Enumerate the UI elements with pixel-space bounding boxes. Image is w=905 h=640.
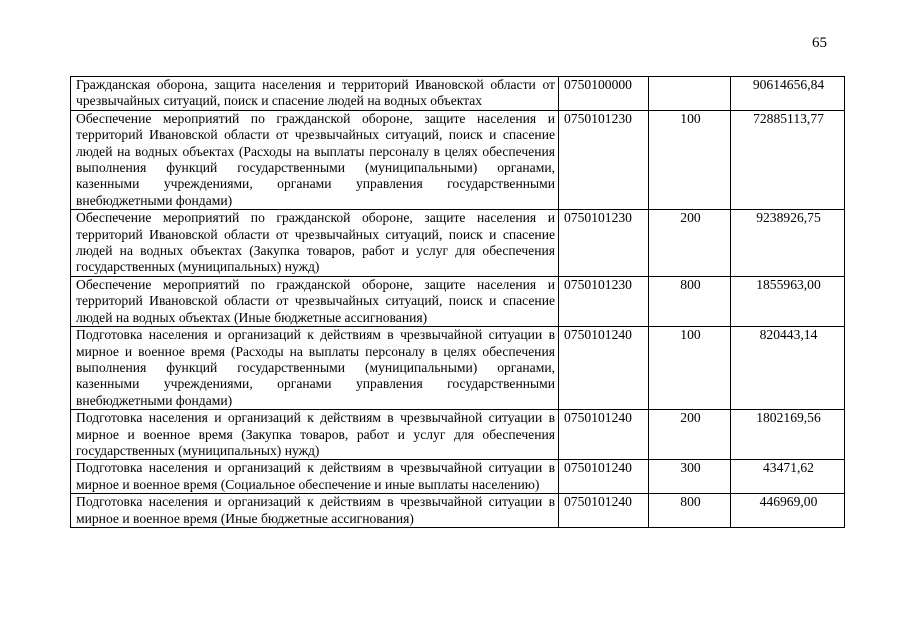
row-description: Подготовка населения и организаций к действиям в чрезвычайной ситуации в мирное и военное время (Социальное обеспечение и иные выплаты населению) <box>71 460 559 494</box>
row-target-code: 0750101230 <box>559 276 649 326</box>
table-row <box>71 210 845 277</box>
budget-table <box>70 76 845 528</box>
table-row <box>71 110 845 209</box>
row-target-code: 0750101240 <box>559 410 649 460</box>
row-amount: 1855963,00 <box>731 276 845 326</box>
row-expense-type: 300 <box>649 460 731 494</box>
row-amount: 446969,00 <box>731 494 845 528</box>
table-row <box>71 460 845 494</box>
row-expense-type: 800 <box>649 276 731 326</box>
row-expense-type: 200 <box>649 210 731 277</box>
row-description: Подготовка населения и организаций к действиям в чрезвычайной ситуации в мирное и военное время (Расходы на выплаты персоналу в целях обеспечения выполнения функций государственными (муниципальными) органами, казенными учреждениями, органами управления государственными внебюджетными фондами) <box>71 327 559 410</box>
table-row <box>71 494 845 528</box>
row-amount: 9238926,75 <box>731 210 845 277</box>
row-amount: 90614656,84 <box>731 77 845 111</box>
row-target-code: 0750101230 <box>559 110 649 209</box>
row-amount: 820443,14 <box>731 327 845 410</box>
row-target-code: 0750101240 <box>559 494 649 528</box>
row-description: Подготовка населения и организаций к действиям в чрезвычайной ситуации в мирное и военное время (Иные бюджетные ассигнования) <box>71 494 559 528</box>
table-row <box>71 410 845 460</box>
table-row <box>71 276 845 326</box>
page-number: 65 <box>812 35 827 51</box>
row-target-code: 0750101240 <box>559 327 649 410</box>
row-expense-type <box>649 77 731 111</box>
table-row <box>71 77 845 111</box>
row-target-code: 0750101230 <box>559 210 649 277</box>
row-amount: 72885113,77 <box>731 110 845 209</box>
row-amount: 43471,62 <box>731 460 845 494</box>
row-expense-type: 100 <box>649 110 731 209</box>
row-target-code: 0750100000 <box>559 77 649 111</box>
row-description: Подготовка населения и организаций к действиям в чрезвычайной ситуации в мирное и военное время (Закупка товаров, работ и услуг для обеспечения государственных (муниципальных) нужд) <box>71 410 559 460</box>
row-description: Обеспечение мероприятий по гражданской обороне, защите населения и территорий Ивановской области от чрезвычайных ситуаций, поиск и спасение людей на водных объектах (Расходы на выплаты персоналу в целях обеспечения выполнения функций государственными (муниципальными) органами, казенными учреждениями, органами управления государственными внебюджетными фондами) <box>71 110 559 209</box>
row-description: Обеспечение мероприятий по гражданской обороне, защите населения и территорий Ивановской области от чрезвычайных ситуаций, поиск и спасение людей на водных объектах (Иные бюджетные ассигнования) <box>71 276 559 326</box>
table-row <box>71 327 845 410</box>
row-expense-type: 200 <box>649 410 731 460</box>
row-expense-type: 800 <box>649 494 731 528</box>
row-description: Гражданская оборона, защита населения и территорий Ивановской области от чрезвычайных ситуаций, поиск и спасение людей на водных объектах <box>71 77 559 111</box>
row-amount: 1802169,56 <box>731 410 845 460</box>
row-expense-type: 100 <box>649 327 731 410</box>
row-description: Обеспечение мероприятий по гражданской обороне, защите населения и территорий Ивановской области от чрезвычайных ситуаций, поиск и спасение людей на водных объектах (Закупка товаров, работ и услуг для обеспечения государственных (муниципальных) нужд) <box>71 210 559 277</box>
row-target-code: 0750101240 <box>559 460 649 494</box>
